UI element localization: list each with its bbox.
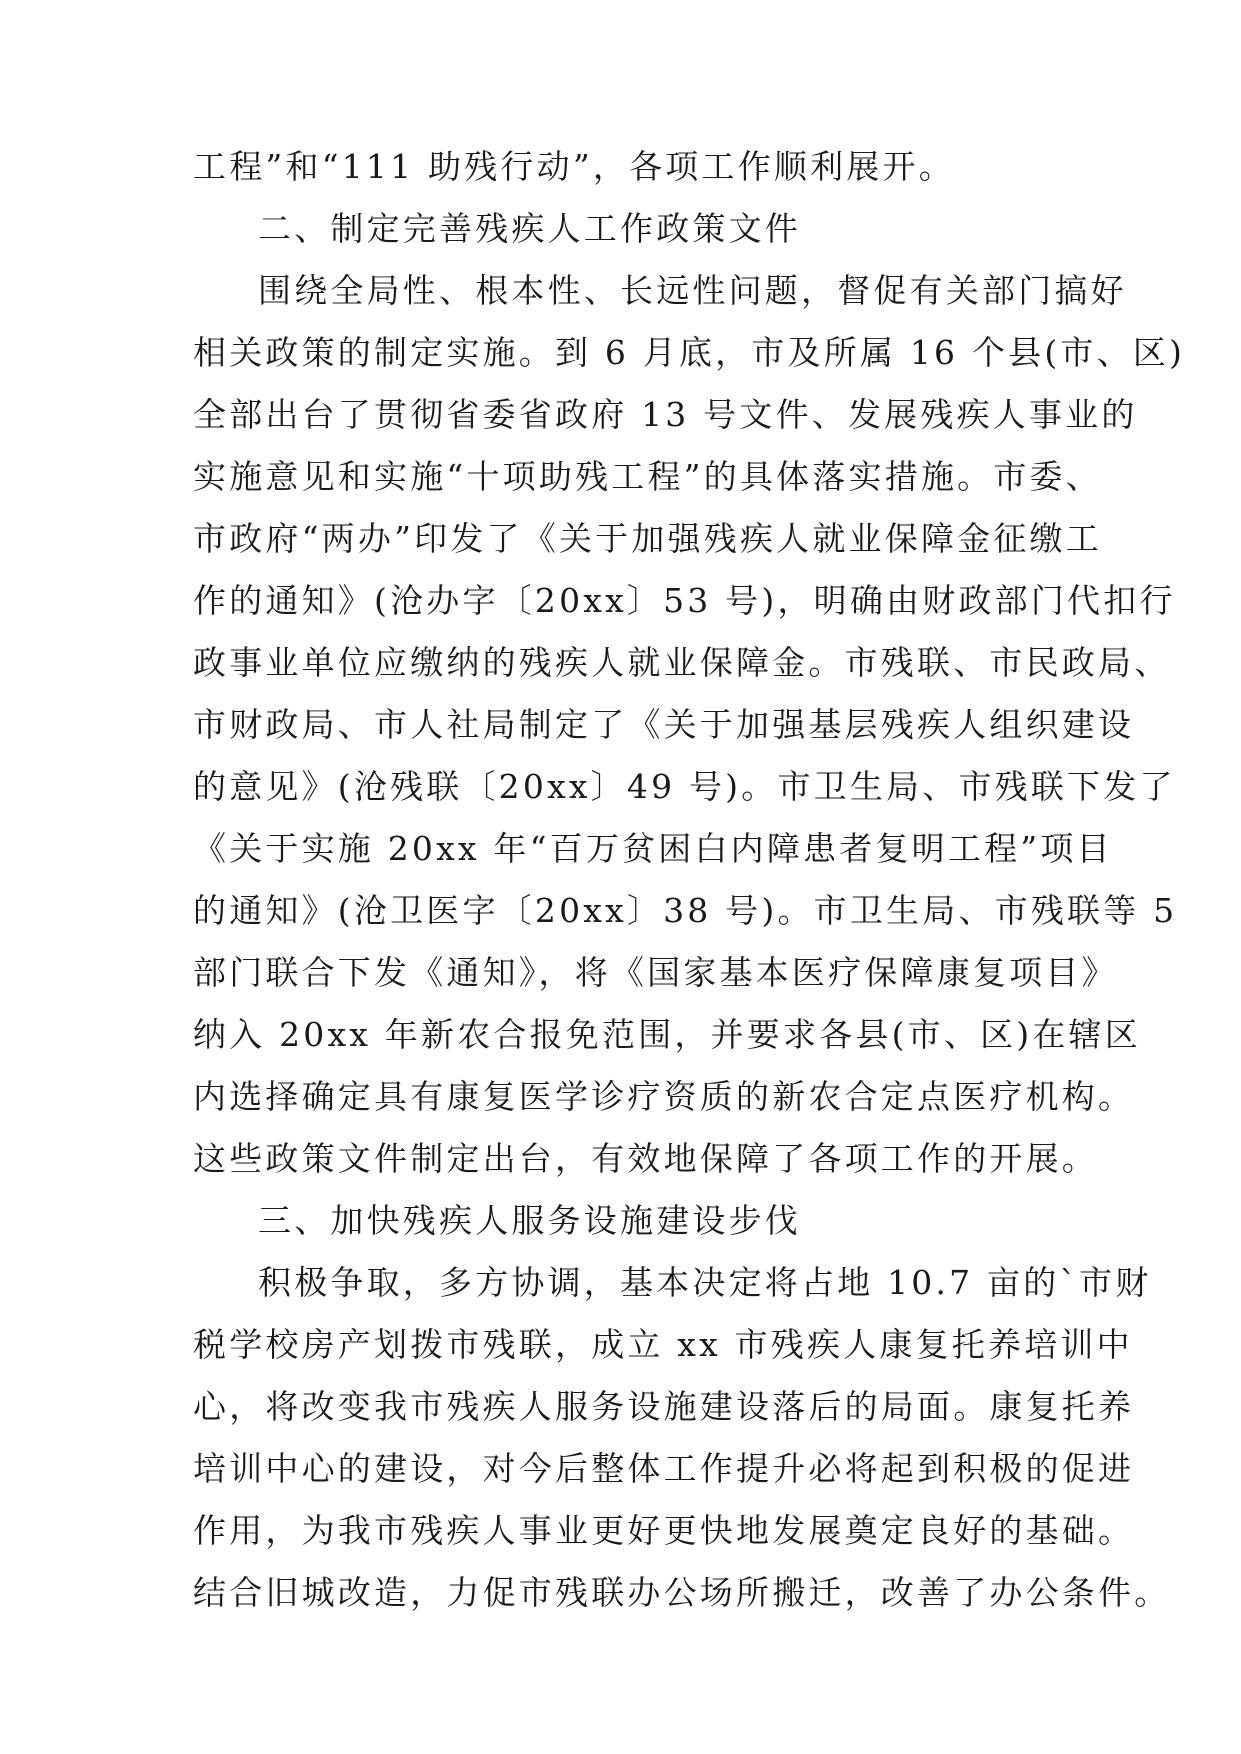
body-text-line: 工程”和“111 助残行动”，各项工作顺利展开。 (193, 147, 955, 186)
body-text-line: 作的通知》(沧办字〔20xx〕53 号)，明确由财政部门代扣行 (193, 581, 1176, 620)
body-text-line: 心，将改变我市残疾人服务设施建设落后的局面。康复托养 (193, 1387, 1135, 1426)
body-text-line: 相关政策的制定实施。到 6 月底，市及所属 16 个县(市、区) (193, 333, 1186, 372)
paragraph-first-line: 围绕全局性、根本性、长远性问题，督促有关部门搞好 (258, 271, 1127, 310)
body-text-line: 这些政策文件制定出台，有效地保障了各项工作的开展。 (193, 1139, 1098, 1178)
body-text-line: 的意见》(沧残联〔20xx〕49 号)。市卫生局、市残联下发了 (193, 767, 1176, 806)
body-text-line: 市财政局、市人社局制定了《关于加强基层残疾人组织建设 (193, 705, 1135, 744)
body-text-line: 内选择确定具有康复医学诊疗资质的新农合定点医疗机构。 (193, 1077, 1135, 1116)
body-text-line: 纳入 20xx 年新农合报免范围，并要求各县(市、区)在辖区 (193, 1015, 1141, 1054)
body-text-line: 部门联合下发《通知》，将《国家基本医疗保障康复项目》 (193, 953, 1118, 992)
body-text-line: 市政府“两办”印发了《关于加强残疾人就业保障金征缴工 (193, 519, 1102, 558)
body-text-line: 结合旧城改造，力促市残联办公场所搬迁，改善了办公条件。 (193, 1573, 1171, 1612)
section-heading: 三、加快残疾人服务设施建设步伐 (258, 1201, 801, 1240)
section-heading: 二、制定完善残疾人工作政策文件 (258, 209, 801, 248)
body-text-line: 作用，为我市残疾人事业更好更快地发展奠定良好的基础。 (193, 1511, 1135, 1550)
body-text-line: 实施意见和实施“十项助残工程”的具体落实措施。市委、 (193, 457, 1102, 496)
body-text-line: 全部出台了贯彻省委省政府 13 号文件、发展残疾人事业的 (193, 395, 1138, 434)
body-text-line: 培训中心的建设，对今后整体工作提升必将起到积极的促进 (193, 1449, 1135, 1488)
body-text-line: 政事业单位应缴纳的残疾人就业保障金。市残联、市民政局、 (193, 643, 1171, 682)
body-text-line: 税学校房产划拨市残联，成立 xx 市残疾人康复托养培训中 (193, 1325, 1133, 1364)
paragraph-first-line: 积极争取，多方协调，基本决定将占地 10.7 亩的`市财 (258, 1263, 1152, 1302)
body-text-line: 的通知》(沧卫医字〔20xx〕38 号)。市卫生局、市残联等 5 (193, 891, 1178, 930)
body-text-line: 《关于实施 20xx 年“百万贫困白内障患者复明工程”项目 (193, 829, 1113, 868)
